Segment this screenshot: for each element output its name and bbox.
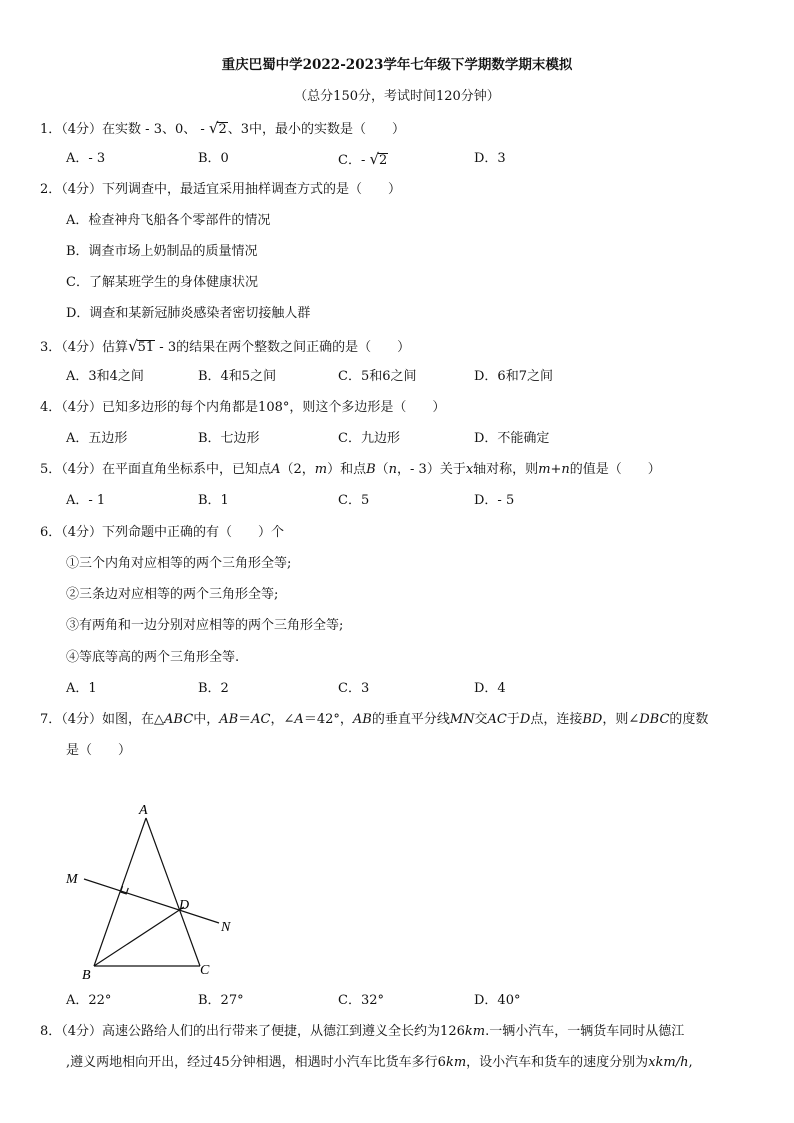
- question-6: 6．（4分）下列命题中正确的有（ ）个: [40, 525, 285, 540]
- radicand: 2: [218, 122, 227, 137]
- option-a: A．- 3: [66, 151, 106, 166]
- question-7-line-2: 是（ ）: [66, 743, 132, 758]
- statement-2: ②三条边对应相等的两个三角形全等;: [66, 587, 279, 602]
- option-c: C．5: [338, 493, 370, 508]
- option-a: A．检查神舟飞船各个零部件的情况: [66, 213, 271, 228]
- option-b: B．0: [198, 151, 229, 166]
- right-angle-mark: [121, 886, 129, 894]
- option-c: C．5和6之间: [338, 369, 417, 384]
- option-b: B．七边形: [198, 431, 260, 446]
- label-a: A: [139, 803, 148, 818]
- question-number: 8．（4分）: [40, 1024, 103, 1039]
- option-b: B．27°: [198, 993, 244, 1008]
- option-b: B．4和5之间: [198, 369, 277, 384]
- option-d: D．不能确定: [474, 431, 550, 446]
- option-a: A．22°: [66, 993, 112, 1008]
- statement-1: ①三个内角对应相等的两个三角形全等;: [66, 556, 292, 571]
- label-c: C: [200, 963, 210, 978]
- question-number: 6．（4分）: [40, 525, 103, 540]
- statement-4: ④等底等高的两个三角形全等.: [66, 650, 240, 665]
- option-d: D．调查和某新冠肺炎感染者密切接触人群: [66, 306, 311, 321]
- option-b: B．2: [198, 681, 229, 696]
- option-d: D．40°: [474, 993, 521, 1008]
- sqrt-icon: √: [208, 119, 219, 137]
- label-b: B: [82, 968, 91, 983]
- side-ac: [146, 818, 200, 966]
- question-7: 7．（4分）如图，在△ABC中，AB＝AC，∠A＝42°，AB的垂直平分线MN交AC于D点，连接BD，则∠DBC的度数: [40, 712, 709, 727]
- line-mn: [84, 879, 219, 923]
- option-a: A．- 1: [66, 493, 106, 508]
- question-4: 4．（4分）已知多边形的每个内角都是108°，则这个多边形是（ ）: [40, 400, 446, 415]
- question-1: 1．（4分）在实数 - 3、0、 - √2、3中，最小的实数是（ ）: [40, 119, 406, 137]
- sqrt-icon: √: [369, 150, 380, 168]
- option-d: D．- 5: [474, 493, 515, 508]
- option-a: A．1: [66, 681, 97, 696]
- question-number: 3．（4分）: [40, 340, 103, 355]
- triangle-figure: [55, 795, 255, 990]
- question-8: 8．（4分）高速公路给人们的出行带来了便捷，从德江到遵义全长约为126km.一辆小汽车，一辆货车同时从德江: [40, 1024, 685, 1039]
- option-d: D．4: [474, 681, 506, 696]
- option-b: B．1: [198, 493, 229, 508]
- question-8-line-2: ,遵义两地相向开出，经过45分钟相遇，相遇时小汽车比货车多行6km，设小汽车和货车的速度分别为xkm/h,: [66, 1055, 693, 1070]
- label-d: D: [179, 898, 190, 913]
- question-2: 2．（4分）下列调查中，最适宜采用抽样调查方式的是（ ）: [40, 182, 402, 197]
- label-m: M: [66, 872, 78, 887]
- question-number: 7．（4分）: [40, 712, 103, 727]
- question-number: 4．（4分）: [40, 400, 103, 415]
- option-a: A．五边形: [66, 431, 128, 446]
- option-c: C．九边形: [338, 431, 400, 446]
- option-c: C．了解某班学生的身体健康状况: [66, 275, 258, 290]
- sqrt-icon: √: [128, 337, 138, 355]
- question-number: 2．（4分）: [40, 182, 103, 197]
- option-b: B．调查市场上奶制品的质量情况: [66, 244, 258, 259]
- radicand: 2: [379, 153, 388, 168]
- label-n: N: [221, 920, 231, 935]
- option-a: A．3和4之间: [66, 369, 144, 384]
- question-3: 3．（4分）估算√51 - 3的结果在两个整数之间正确的是（ ）: [40, 337, 411, 355]
- option-d: D．3: [474, 151, 506, 166]
- option-c: C．- √2: [338, 150, 388, 168]
- option-d: D．6和7之间: [474, 369, 553, 384]
- statement-3: ③有两角和一边分别对应相等的两个三角形全等;: [66, 618, 344, 633]
- question-number: 1．（4分）: [40, 122, 103, 137]
- segment-bd: [94, 907, 184, 966]
- option-c: C．3: [338, 681, 370, 696]
- page-title: 重庆巴蜀中学2022-2023学年七年级下学期数学期末模拟: [221, 57, 573, 73]
- question-number: 5．（4分）: [40, 462, 103, 477]
- radicand: 51: [137, 340, 155, 355]
- question-5: 5．（4分）在平面直角坐标系中，已知点A（2，m）和点B（n，- 3）关于x轴对称，则m+n的值是（ ）: [40, 462, 661, 477]
- exam-info: （总分150分，考试时间120分钟）: [294, 89, 500, 104]
- option-c: C．32°: [338, 993, 384, 1008]
